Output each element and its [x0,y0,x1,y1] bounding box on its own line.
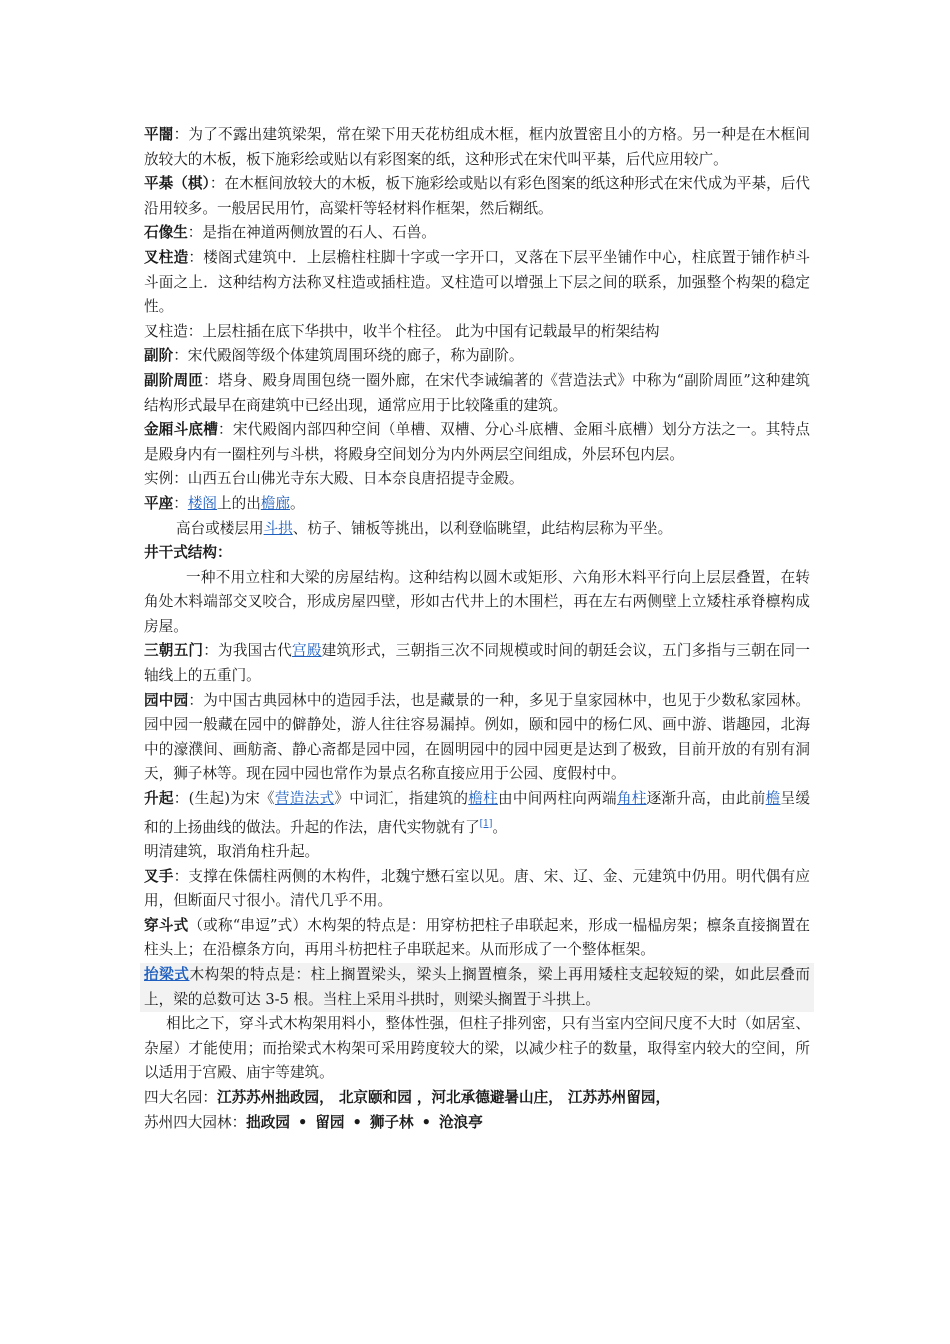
footnote-ref[interactable]: [1] [479,818,493,829]
term-chazhuzao: 叉柱造 [144,248,189,266]
garden-zhuozheng: 拙政园 [246,1113,290,1131]
text: 逐渐升高，由此前 [646,790,766,808]
term-shengqi: 升起 [144,790,174,808]
def-fujie: ：宋代殿阁等级个体建筑周围环绕的廊子，称为副阶。 [173,347,524,365]
entry-sanchao-wumen [144,639,810,688]
link-yanlang[interactable]: 檐廊 [260,494,291,512]
term-jinggan: 井干式结构 [144,544,217,562]
link-gongdian[interactable]: 宫殿 [292,642,322,660]
link-yanzhu[interactable]: 檐柱 [468,790,498,808]
text: ：(生起)为宋《 [173,790,275,808]
entry-chazhuzao [144,246,810,320]
def-chuandou: （或称“串逗”式）木构架的特点是：用穿枋把柱子串联起来，形成一榀榀房架；檩条直接搁置在柱头上；在沿檩条方向，再用斗枋把柱子串联起来。从而形成了一个整体框架。 [144,916,810,959]
text: 、枋子、铺板等挑出，以利登临眺望，此结构层称为平坐。 [292,519,673,537]
def-chashou: ：支撑在侏儒柱两侧的木构件，北魏宁懋石室以见。唐、宋、辽、金、元建筑中仍用。明代偶有应用，但断面尺寸很小。清代几乎不用。 [144,867,810,910]
link-yan[interactable]: 檐 [765,790,781,808]
colon: ： [216,544,232,562]
link-dougong[interactable]: 斗拱 [263,519,293,537]
def-pingan: ：为了不露出建筑梁架，常在梁下用天花枋组成木框，框内放置密且小的方格。另一种是在木框间放较大的木板，板下施彩绘或贴以有彩图案的纸，这种形式在宋代叫平棊，后代应用较广。 [144,126,810,168]
text: 。 [290,494,305,512]
term-pingan: 平闇 [144,126,174,143]
colon: ： [173,494,188,512]
text: ：为我国古代 [203,642,293,660]
def-shixiangsheng: ：是指在神道两侧放置的石人、石兽。 [187,224,436,242]
link-yingzao-fashi[interactable]: 营造法式 [274,790,335,808]
def-fujie-zhouza: ：塔身、殿身周围包绕一圈外廊，在宋代李诫编著的《营造法式》中称为“副阶周匝”这种建筑结构形式最早在商建筑中已经出现，通常应用于比较隆重的建筑。 [144,371,810,414]
entry-pingzuo [144,492,810,517]
def-jinggan: 一种不用立柱和大梁的房屋结构。这种结构以圆木或矩形、六角形木料平行向上层层叠置，在转角处木料端部交叉咬合，形成房屋四壁，形如古代井上的木围栏，再在左右两侧壁上立矮柱承脊檩构成房屋。 [144,568,810,635]
def-yuanzhongyuan: ：为中国古典园林中的造园手法，也是藏景的一种，多见于皇家园林中，也见于少数私家园林。园中园一般藏在园中的僻静处，游人往往容易漏掉。例如，颐和园中的杨仁风、画中游、谐趣园，北海中的濠濮间、画舫斋、静心斋都是园中园，在圆明园中的园中园更是达到了极致，目前开放的有别有洞天，狮子林等。现在园中园也常作为景点名称直接应用于公园、度假村中。 [144,691,810,783]
text: 建筑形式，三朝指三次不同规模或时间的朝廷会议，五门多指与三朝在同一轴线上的五重门。 [144,642,810,685]
four-famous-gardens [144,1086,810,1111]
entry-chuandou [144,914,810,963]
garden-canglangting: 沧浪亭 [438,1113,483,1131]
text: 由中间两柱向两端 [497,790,617,808]
text: 。 [492,818,508,836]
term-sanchao-wumen: 三朝五门 [144,642,204,660]
def-tailiang: 木构架的特点是：柱上搁置梁头，梁头上搁置檀条，梁上再用矮柱支起较短的梁，如此层叠而上，梁的总数可达 3-5 根。当柱上采用斗拱时，则梁头搁置于斗拱上。 [144,966,810,1008]
def-jinxiang: ：宋代殿阁内部四种空间（单槽、双槽、分心斗底槽、金厢斗底槽）划分方法之一。其特点是殿身内有一圈柱列与斗栱，将殿身空间划分为内外两层空间组成，外层环包内层。 [144,421,810,463]
garden-liuyuan: 留园 [315,1113,345,1131]
label: 四大名园： [144,1089,217,1107]
note-chazhuzao: 叉柱造：上层柱插在底下华拱中，收半个柱径。 此为中国有记载最早的桁架结构 [144,322,660,340]
text: 上的出 [217,494,261,512]
label: 苏州四大园林： [144,1113,247,1131]
term-shixiangsheng: 石像生 [144,224,188,242]
document-page [144,123,810,1135]
term-pingqi: 平棊（棋） [144,175,210,193]
term-pingzuo: 平座 [144,494,174,512]
entry-shixiangsheng [144,221,810,246]
def-chazhuzao: ：楼阁式建筑中．上层檐柱柱脚十字或一字开口，叉落在下层平坐铺作中心，柱底置于铺作栌斗斗面之上．这种结构方法称叉柱造或插柱造。叉柱造可以增强上下层之间的联系，加强整个构架的稳定性。 [144,248,810,316]
note-shengqi: 明清建筑，取消角柱升起。 [144,843,320,861]
term-fujie-zhouza: 副阶周匝 [144,371,204,389]
term-chuandou: 穿斗式 [144,916,189,934]
garden-shizilin: 狮子林 [369,1113,414,1131]
link-tailiang[interactable]: 抬梁式 [144,966,190,984]
entry-jinxiang [144,418,810,467]
entry-pingqi [144,172,810,221]
entry-yuanzhongyuan [144,689,810,787]
bullet-separator: • [352,1113,362,1131]
term-fujie: 副阶 [144,347,174,365]
term-yuanzhongyuan: 园中园 [144,691,189,709]
link-louge[interactable]: 楼阁 [187,494,218,512]
entry-fujie [144,344,810,369]
garden-names: 江苏苏州拙政园， 北京颐和园 ，河北承德避暑山庄， 江苏苏州留园， [216,1089,671,1107]
text: 呈缓和的上扬曲线的做法。升起的作法，唐代实物就有了 [144,790,810,836]
def-pingqi: ：在木框间放较大的木板，板下施彩绘或贴以有彩色图案的纸这种形式在宋代成为平棊，后代沿用较多。一般居民用竹，高粱杆等轻材料作框架，然后糊纸。 [144,175,810,217]
entry-shengqi [144,787,810,840]
text: 高台或楼层用 [176,519,264,537]
def-pingzuo [144,517,810,542]
text: 》中词汇，指建筑的 [334,790,469,808]
comparison-paragraph: 相比之下，穿斗式木构架用料小，整体性强，但柱子排列密，只有当室内空间尺度不大时（如居室、杂屋）才能使用；而抬梁式木构架可采用跨度较大的梁，以减少柱子的数量，取得室内较大的空间，所以适用于宫殿、庙宇等建筑。 [144,1015,810,1082]
entry-tailiang [140,963,814,1012]
entry-pingan [144,123,810,172]
examples-jinxiang: 实例：山西五台山佛光寺东大殿、日本奈良唐招提寺金殿。 [144,470,524,488]
link-jiaozhu[interactable]: 角柱 [616,790,647,808]
bullet-separator: • [297,1113,308,1131]
entry-fujie-zhouza [144,369,810,418]
entry-jinggan [144,541,810,566]
term-chashou: 叉手 [144,867,174,885]
entry-chashou [144,865,810,914]
suzhou-four-gardens [144,1111,810,1136]
term-jinxiang: 金厢斗底槽 [144,421,219,439]
bullet-separator: • [421,1113,431,1131]
